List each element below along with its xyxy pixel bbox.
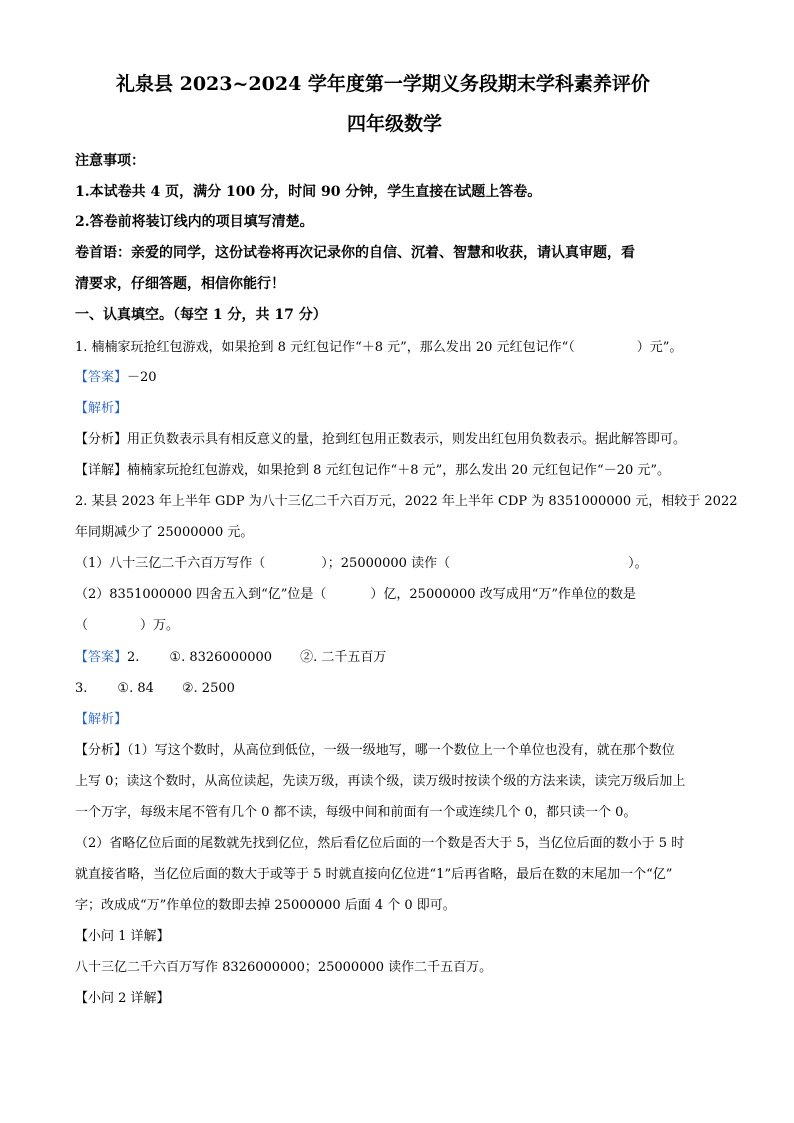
q1-fenxi: 用正负数表示具有相反意义的量，抢到红包用正数表示，则发出红包用负数表示。据此解答即可。	[127, 432, 687, 447]
q2-answer-row	[75, 649, 386, 667]
q1-xiangjie: 楠楠家玩抢红包游戏，如果抢到 8 元红包记作“＋8 元”，那么发出 20 元红包记作“－20 元”。	[127, 463, 671, 478]
q2-fenxi-line-1	[75, 742, 675, 760]
q2-analysis-tag: 【解析】	[75, 712, 128, 727]
q2-sub1-part-a: （1）八十三亿二千六百万写作（	[75, 556, 266, 571]
q2-stem-line-1: 2. 某县 2023 年上半年 GDP 为八十三亿二千六百万元，2022 年上半年 CDP 为 8351000000 元，相较于 2022	[75, 494, 738, 509]
q1-answer-row	[75, 369, 157, 387]
q2-sub-2-cont	[75, 617, 179, 635]
q3-ans2: . 2500	[193, 681, 235, 696]
q3-answer-row	[75, 680, 235, 698]
exam-title: 礼泉县 2023~2024 学年度第一学期义务段期末学科素养评价	[116, 73, 650, 95]
q2-sub2-part-c1: （	[75, 618, 89, 633]
q2-stem-line-2: 年同期减少了 25000000 元。	[75, 525, 254, 540]
q2-sub2-part-c2: ）万。	[140, 618, 180, 633]
q1-xiangjie-tag: 【详解】	[75, 463, 128, 478]
q3-ans1-mark: ①	[117, 681, 130, 696]
q2-fenxi-tag: 【分析】	[75, 743, 128, 758]
q2-ans2-mark: ②	[300, 650, 314, 665]
q2-fenxi-line-2: 上写 0；读这个数时，从高位读起，先读万级，再读个级，读万级时按读个级的方法来读，读完万级后加上	[75, 774, 686, 789]
q2-fenxi-line-5: 就直接省略，当亿位后面的数大于或等于 5 时就直接向亿位进“1”后再省略，最后在数的末尾加一个“亿”	[75, 867, 673, 882]
q2-fenxi-line-4: （2）省略亿位后面的尾数就先找到亿位，然后看亿位后面的一个数是否大于 5，当亿位后面的数小于 5 时	[75, 836, 685, 851]
q2-sub2-part-b: ）亿，25000000 改写成用“万”作单位的数是	[370, 587, 636, 602]
q2-ans1: . 8326000000	[181, 650, 273, 665]
q2-xiaowen1-tag: 【小问 1 详解】	[75, 929, 170, 944]
q1-stem	[75, 339, 682, 357]
q2-sub-2	[75, 586, 636, 604]
q2-ans2: . 二千五百万	[313, 650, 387, 665]
exam-subtitle: 四年级数学	[347, 113, 443, 135]
q1-answer: －20	[127, 370, 157, 385]
q2-ans1-mark: ①	[169, 650, 182, 665]
q1-fenxi-row	[75, 431, 686, 449]
q1-fenxi-tag: 【分析】	[75, 432, 128, 447]
q2-xiaowen2-tag: 【小问 2 详解】	[75, 991, 170, 1006]
q2-sub-1	[75, 555, 648, 573]
q2-fenxi-line-6: 字；改成成“万”作单位的数即去掉 25000000 后面 4 个 0 即可。	[75, 898, 456, 913]
q1-stem-part-b: ）元”。	[636, 340, 683, 355]
q1-analysis-tag: 【解析】	[75, 401, 128, 416]
q2-answer-tag: 【答案】	[75, 650, 128, 665]
preface-line-1: 卷首语：亲爱的同学，这份试卷将再次记录你的自信、沉着、智慧和收获，请认真审题，看	[75, 245, 635, 261]
section-1-heading: 一、认真填空。（每空 1 分，共 17 分）	[75, 307, 327, 323]
q1-xiangjie-row	[75, 462, 670, 480]
q3-ans2-mark: ②	[181, 681, 194, 696]
q3-num: 3.	[75, 681, 88, 696]
q1-answer-tag: 【答案】	[75, 370, 128, 385]
notes-item-1: 1.本试卷共 4 页，满分 100 分，时间 90 分钟，学生直接在试题上答卷。	[75, 184, 542, 200]
q2-sub1-part-b: ）；25000000 读作（	[321, 556, 451, 571]
q1-stem-part-a: 1. 楠楠家玩抢红包游戏，如果抢到 8 元红包记作“＋8 元”，那么发出 20 元红包记作“（	[75, 340, 575, 355]
preface-line-2: 清要求，仔细答题，相信你能行！	[75, 276, 285, 292]
q3-ans1: . 84	[129, 681, 154, 696]
q2-answer-num: 2.	[127, 650, 140, 665]
q2-sub2-part-a: （2）8351000000 四舍五入到“亿”位是（	[75, 587, 327, 602]
q2-xiaowen1-text: 八十三亿二千六百万写作 8326000000；25000000 读作二千五百万。	[75, 960, 493, 975]
notes-item-2: 2.答卷前将装订线内的项目填写清楚。	[75, 214, 314, 230]
q2-sub1-part-c: ）。	[628, 556, 648, 571]
notes-heading: 注意事项：	[75, 153, 145, 169]
q2-fenxi-line-3: 一个万字，每级末尾不管有几个 0 都不读，每级中间和前面有一个或连续几个 0，都只读一个 0。	[75, 805, 637, 820]
q2-fenxi-text-1: （1）写这个数时，从高位到低位，一级一级地写，哪一个数位上一个单位也没有，就在那个数位	[127, 743, 675, 758]
